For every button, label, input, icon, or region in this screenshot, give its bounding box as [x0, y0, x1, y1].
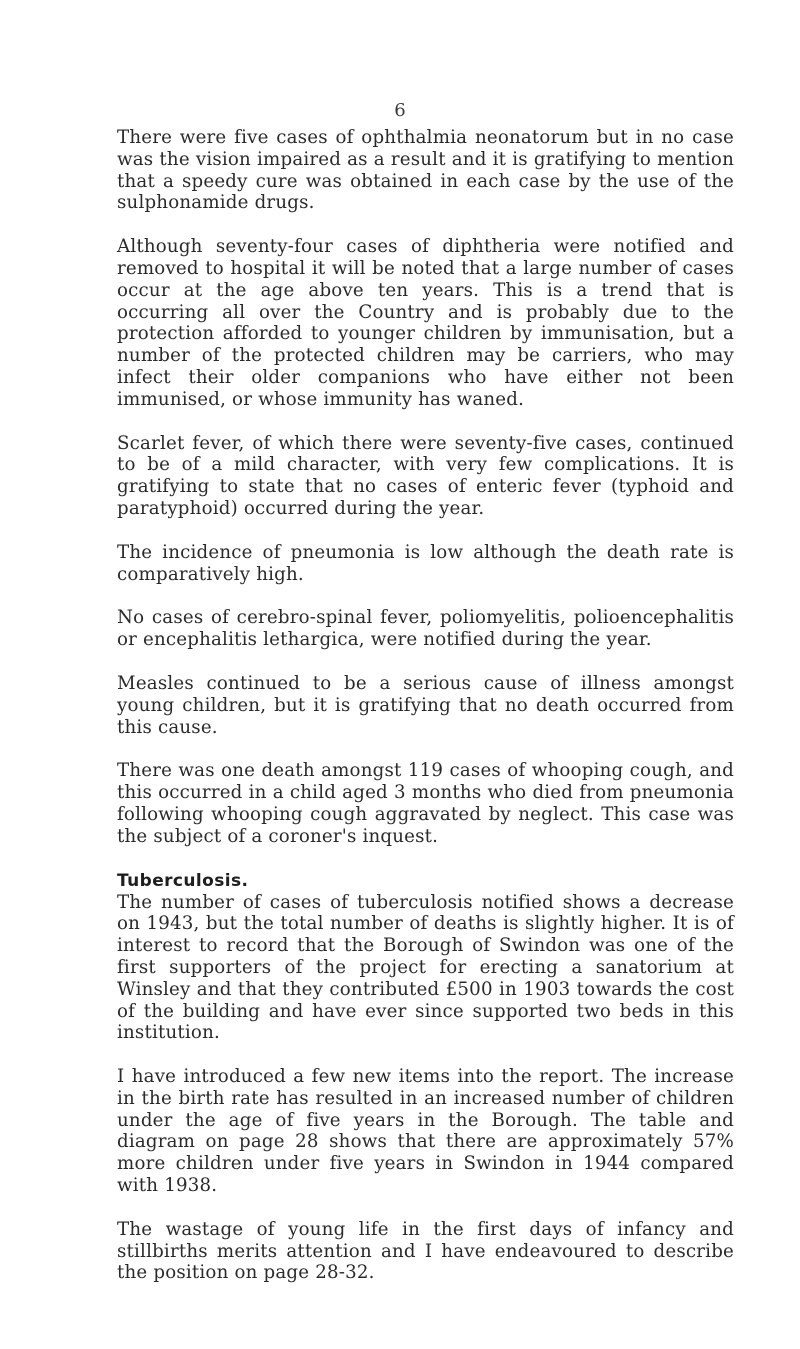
paragraph-new-items: I have introduced a few new items into the report. The increase in the birth rate has resulted in an increased number of children under the age of five years in the Borough. The table and diagram on page 28 shows that there are approximately 57% more children under five years in Swindon in 1944 compared with 1938. — [117, 1066, 734, 1197]
paragraph-cerebro-spinal: No cases of cerebro-spinal fever, poliomyelitis, polioencephalitis or encephalitis lethargica, were notified during the year. — [117, 607, 734, 651]
paragraph-diphtheria: Although seventy-four cases of diphtheria were notified and removed to hospital it will be noted that a large number of cases occur at the age above ten years. This is a trend that is occurring all over the Country and is probably due to the protection afforded to younger children by immunisation, but a number of the protected children may be carriers, who may infect their older companions who have either not been immunised, or whose immunity has waned. — [117, 236, 734, 410]
paragraph-whooping-cough: There was one death amongst 119 cases of whooping cough, and this occurred in a child aged 3 months who died from pneumonia following whooping cough aggravated by neglect. This case was the subject of a coroner's inquest. — [117, 760, 734, 847]
paragraph-scarlet-fever: Scarlet fever, of which there were seventy-five cases, continued to be of a mild character, with very few complications. It is gratifying to state that no cases of enteric fever (typhoid and paratyphoid) occurred during the year. — [117, 432, 734, 519]
paragraph-ophthalmia: There were five cases of ophthalmia neonatorum but in no case was the vision impaired as a result and it is gratifying to mention that a speedy cure was obtained in each case by the use of the sulphonamide drugs. — [117, 127, 734, 214]
body-text — [117, 127, 734, 1284]
paragraph-tuberculosis: The number of cases of tuberculosis notified shows a decrease on 1943, but the total number of deaths is slightly higher. It is of interest to record that the Borough of Swindon was one of the first supporters of the project for erecting a sanatorium at Winsley and that they contributed £500 in 1903 towards the cost of the building and have ever since supported two beds in this institution. — [117, 891, 734, 1044]
page-number: 6 — [394, 100, 406, 121]
paragraph-measles: Measles continued to be a serious cause of illness amongst young children, but it is gratifying that no death occurred from this cause. — [117, 672, 734, 738]
paragraph-pneumonia: The incidence of pneumonia is low although the death rate is comparatively high. — [117, 541, 734, 585]
section-tuberculosis — [117, 870, 734, 1285]
paragraph-infancy-wastage: The wastage of young life in the first days of infancy and stillbirths merits attention and I have endeavoured to describe the position on page 28-32. — [117, 1218, 734, 1284]
section-heading-tuberculosis: Tuberculosis. — [117, 870, 249, 891]
